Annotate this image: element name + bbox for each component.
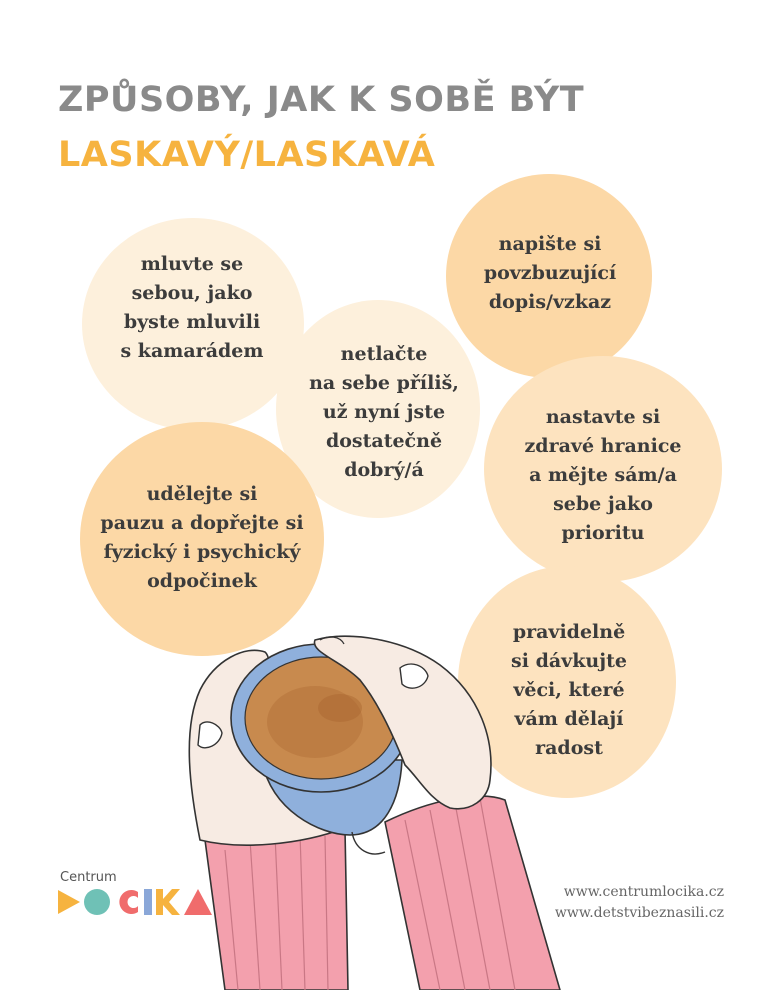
logo-letter-o	[83, 888, 111, 916]
centrum-locika-logo	[58, 888, 213, 916]
tip-text-2: napište si povzbuzující dopis/vzkaz	[483, 233, 617, 313]
tip-text-4: nastavte si zdravé hranice a mějte sám/a sebe jako prioritu	[524, 406, 682, 544]
logo-letter-l	[58, 888, 80, 916]
logo-letter-a	[183, 888, 213, 916]
logo-letter-k	[156, 888, 180, 916]
tip-text-5: udělejte si pauzu a dopřejte si fyzický i psychický odpočinek	[100, 483, 304, 592]
footer-link-detstvibeznasili[interactable]: www.detstvibeznasili.cz	[554, 905, 724, 921]
tip-text-6: pravidelně si dávkujte věci, které vám dělají radost	[511, 621, 627, 759]
tip-text-3: netlačte na sebe příliš, už nyní jste dostatečně dobrý/á	[309, 343, 459, 481]
logo-caption: Centrum	[60, 870, 117, 885]
tip-text-1: mluvte se sebou, jako byste mluvili s kamarádem	[120, 253, 264, 362]
footer-link-centrumlocika[interactable]: www.centrumlocika.cz	[563, 884, 724, 900]
page-title: ZPŮSOBY, JAK K SOBĚ BÝT	[58, 80, 585, 120]
page-subtitle: LASKAVÝ/LASKAVÁ	[58, 135, 436, 175]
logo-letter-c	[114, 888, 140, 916]
logo-letter-i	[143, 888, 153, 916]
